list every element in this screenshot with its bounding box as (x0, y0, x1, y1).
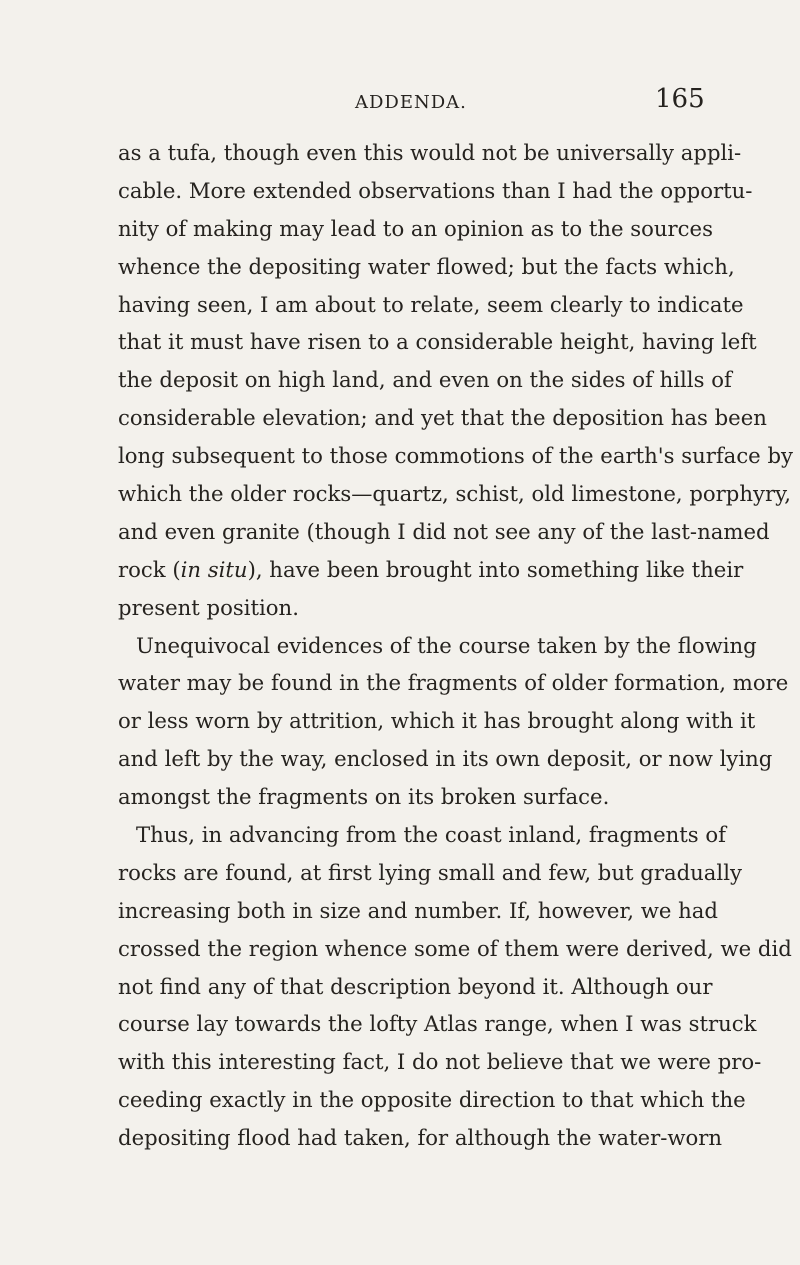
text-line: present position. (118, 594, 299, 620)
text-fragment: rock ( (118, 556, 181, 582)
text-line: with this interesting fact, I do not believe that we were pro- (118, 1049, 762, 1075)
text-line (118, 551, 744, 589)
body-text (118, 134, 793, 1157)
text-line: or less worn by attrition, which it has brought along with it (118, 708, 756, 734)
text-line: having seen, I am about to relate, seem clearly to indicate (118, 291, 744, 317)
text-line: rocks are found, at first lying small and few, but gradually (118, 859, 742, 885)
paragraph-first-line: Thus, in advancing from the coast inland, fragments of (136, 822, 726, 848)
paragraph-first-line: Unequivocal evidences of the course taken by the flowing (136, 632, 757, 658)
text-line: depositing flood had taken, for although the water-worn (118, 1125, 723, 1151)
text-line: and even granite (though I did not see any of the last-named (118, 518, 770, 544)
text-line: long subsequent to those commotions of the earth's surface by (118, 443, 793, 469)
text-line: considerable elevation; and yet that the deposition has been (118, 405, 767, 431)
text-line: increasing both in size and number. If, however, we had (118, 897, 718, 923)
text-line: the deposit on high land, and even on the sides of hills of (118, 367, 732, 393)
text-line: cable. More extended observations than I had the opportu- (118, 177, 753, 203)
text-line: and left by the way, enclosed in its own deposit, or now lying (118, 746, 773, 772)
text-line: course lay towards the lofty Atlas range, when I was struck (118, 1011, 757, 1037)
text-line: crossed the region whence some of them were derived, we did (118, 935, 792, 961)
text-line: nity of making may lead to an opinion as to the sources (118, 215, 713, 241)
text-line: as a tufa, though even this would not be universally appli- (118, 140, 742, 165)
text-line: which the older rocks—quartz, schist, old limestone, porphyry, (118, 481, 791, 507)
text-line: that it must have risen to a considerable height, having left (118, 329, 757, 355)
italic-phrase: in situ (180, 556, 248, 582)
text-line: whence the depositing water flowed; but the facts which, (118, 253, 735, 279)
running-head: ADDENDA. (355, 92, 467, 113)
text-line: amongst the fragments on its broken surface. (118, 784, 610, 810)
text-fragment: ), have been brought into something like their (247, 556, 744, 582)
page-number: 165 (655, 84, 705, 114)
text-line: not find any of that description beyond it. Although our (118, 973, 713, 999)
text-line: water may be found in the fragments of older formation, more (118, 670, 789, 696)
text-line: ceeding exactly in the opposite direction to that which the (118, 1087, 746, 1113)
